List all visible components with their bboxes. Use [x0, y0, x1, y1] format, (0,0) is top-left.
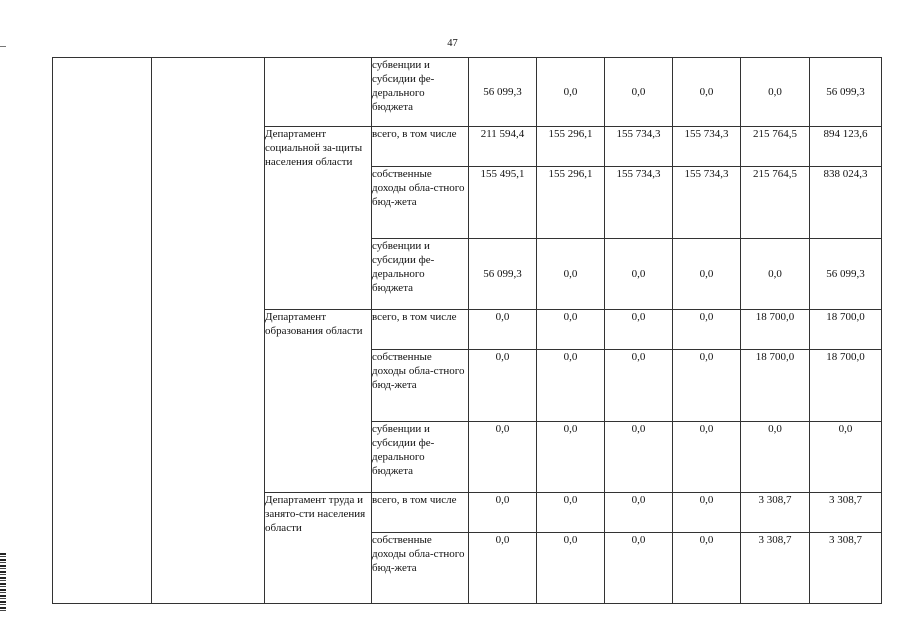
value-cell: 18 700,0: [810, 350, 882, 422]
value-cell: 0,0: [469, 422, 537, 493]
value-cell: 0,0: [741, 58, 810, 127]
value-cell: 0,0: [537, 350, 605, 422]
value-cell: 155 734,3: [673, 167, 741, 239]
department-cell: Департамент труда и занято-сти населения области: [265, 493, 372, 604]
budget-table: [52, 57, 882, 604]
value-cell: 0,0: [605, 58, 673, 127]
funding-source-cell: субвенции и субсидии фе-дерального бюджета: [372, 422, 469, 493]
value-cell: 3 308,7: [810, 533, 882, 604]
value-cell: 18 700,0: [741, 310, 810, 350]
value-cell: 0,0: [605, 493, 673, 533]
page-number: 47: [447, 38, 458, 49]
department-cell: Департамент социальной за-щиты населения области: [265, 127, 372, 310]
value-cell: 0,0: [469, 493, 537, 533]
value-cell: 155 734,3: [605, 127, 673, 167]
value-cell: 155 734,3: [673, 127, 741, 167]
value-cell: 3 308,7: [810, 493, 882, 533]
margin-tick: [0, 46, 6, 47]
value-cell: 0,0: [537, 493, 605, 533]
value-cell: 18 700,0: [810, 310, 882, 350]
value-cell: 155 495,1: [469, 167, 537, 239]
measure-cell: [152, 58, 265, 604]
value-cell: 155 296,1: [537, 127, 605, 167]
value-cell: 215 764,5: [741, 127, 810, 167]
value-cell: 211 594,4: [469, 127, 537, 167]
value-cell: 0,0: [469, 533, 537, 604]
value-cell: 838 024,3: [810, 167, 882, 239]
funding-source-cell: всего, в том числе: [372, 127, 469, 167]
value-cell: 0,0: [537, 533, 605, 604]
value-cell: 18 700,0: [741, 350, 810, 422]
value-cell: 0,0: [673, 310, 741, 350]
value-cell: 0,0: [537, 58, 605, 127]
value-cell: 0,0: [810, 422, 882, 493]
value-cell: 0,0: [537, 310, 605, 350]
value-cell: 0,0: [741, 239, 810, 310]
value-cell: 0,0: [605, 422, 673, 493]
value-cell: 0,0: [537, 239, 605, 310]
value-cell: 0,0: [605, 239, 673, 310]
funding-source-cell: собственные доходы обла-стного бюд-жета: [372, 167, 469, 239]
value-cell: 56 099,3: [469, 58, 537, 127]
value-cell: 3 308,7: [741, 493, 810, 533]
value-cell: 56 099,3: [469, 239, 537, 310]
value-cell: 56 099,3: [810, 239, 882, 310]
funding-source-cell: всего, в том числе: [372, 493, 469, 533]
value-cell: 0,0: [673, 58, 741, 127]
department-cell: [265, 58, 372, 127]
value-cell: 0,0: [673, 350, 741, 422]
value-cell: 894 123,6: [810, 127, 882, 167]
value-cell: 0,0: [469, 350, 537, 422]
value-cell: 0,0: [605, 533, 673, 604]
funding-source-cell: собственные доходы обла-стного бюд-жета: [372, 533, 469, 604]
value-cell: 0,0: [673, 533, 741, 604]
funding-source-cell: собственные доходы обла-стного бюд-жета: [372, 350, 469, 422]
department-cell: Департамент образования области: [265, 310, 372, 493]
value-cell: 0,0: [673, 422, 741, 493]
value-cell: 155 296,1: [537, 167, 605, 239]
funding-source-cell: субвенции и субсидии фе-дерального бюджета: [372, 239, 469, 310]
value-cell: 215 764,5: [741, 167, 810, 239]
value-cell: 56 099,3: [810, 58, 882, 127]
value-cell: 0,0: [537, 422, 605, 493]
scan-barcode-mark: [0, 553, 6, 613]
value-cell: 3 308,7: [741, 533, 810, 604]
funding-source-cell: субвенции и субсидии фе-дерального бюджета: [372, 58, 469, 127]
program-cell: [53, 58, 152, 604]
value-cell: 155 734,3: [605, 167, 673, 239]
value-cell: 0,0: [605, 310, 673, 350]
value-cell: 0,0: [673, 239, 741, 310]
value-cell: 0,0: [469, 310, 537, 350]
value-cell: 0,0: [673, 493, 741, 533]
value-cell: 0,0: [605, 350, 673, 422]
table-row: [53, 58, 882, 127]
funding-source-cell: всего, в том числе: [372, 310, 469, 350]
value-cell: 0,0: [741, 422, 810, 493]
